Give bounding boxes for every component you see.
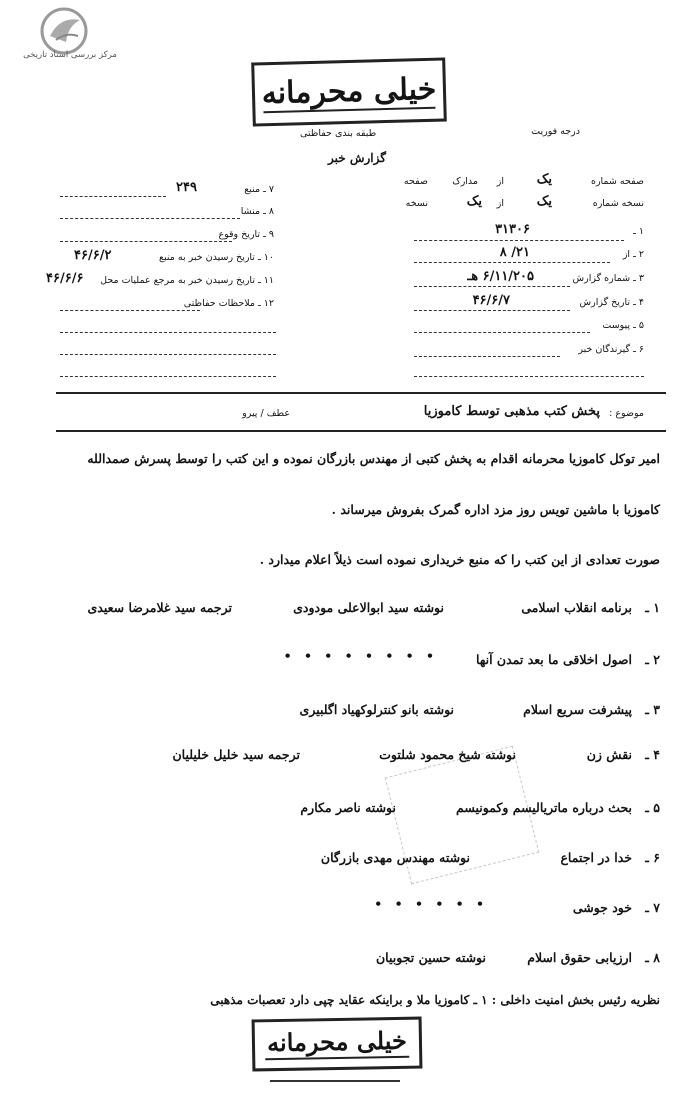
attachment-line xyxy=(414,332,590,333)
book-title: بحث درباره ماتریالیسم وکمونیسم xyxy=(456,800,632,815)
book-translator: ترجمه سید غلامرضا سعیدی xyxy=(87,600,232,615)
report-number-line xyxy=(414,286,570,287)
report-date-line xyxy=(414,310,570,311)
report-type: گزارش خبر xyxy=(328,151,386,165)
stamp-underline xyxy=(270,1066,400,1082)
notes-line-4 xyxy=(60,376,276,377)
occurrence-date-label: ۹ ـ تاریخ وقوع xyxy=(218,229,274,240)
book-title: اصول اخلاقی ما بعد تمدن آنها xyxy=(476,652,632,667)
report-date-label: ۴ ـ تاریخ گزارش xyxy=(579,297,644,308)
origin-line xyxy=(60,218,240,219)
book-number: ۲ ـ xyxy=(645,652,660,667)
recipients-line xyxy=(414,356,560,357)
copy-of-value: یک xyxy=(466,194,482,209)
page-number-label: صفحه شماره xyxy=(590,176,644,187)
book-number: ۷ ـ xyxy=(645,900,660,915)
book-title: خود جوشی xyxy=(572,900,632,915)
origin-label: ۸ ـ منشا xyxy=(240,206,274,217)
recipients-label: ۶ ـ گیرندگان خبر xyxy=(578,344,644,355)
field-2-label: ۲ ـ از xyxy=(622,249,644,260)
book-title: ارزیابی حقوق اسلام xyxy=(527,950,632,965)
subject-label: موضوع : xyxy=(609,408,644,419)
recipients-line-2 xyxy=(414,376,644,377)
field-2-value: ۲۱/ ۸ xyxy=(499,245,530,260)
occurrence-date-line xyxy=(60,241,232,242)
reference-label: عطف / پیرو xyxy=(242,408,290,419)
source-value: ۲۴۹ xyxy=(176,180,197,195)
receipt-by-ops-label: ۱۱ ـ تاریخ رسیدن خبر به مرجع عملیات محل xyxy=(100,275,274,286)
security-notes-label: ۱۲ ـ ملاحظات حفاظتی xyxy=(183,298,274,309)
book-author: نوشته شیخ محمود شلتوت xyxy=(379,747,516,762)
book-number: ۳ ـ xyxy=(645,702,660,717)
book-author: نوشته مهندس مهدی بازرگان xyxy=(320,850,470,865)
book-number: ۵ ـ xyxy=(645,800,660,815)
divider-top xyxy=(56,392,666,394)
book-number: ۱ ـ xyxy=(645,600,660,615)
book-title: نقش زن xyxy=(586,747,632,762)
book-author: نوشته حسین تجوبیان xyxy=(376,950,486,965)
body-paragraph-2: کاموزیا با ماشین تویس روز مزد اداره گمرک بفروش میرساند . xyxy=(331,502,660,517)
subject-text: پخش کتب مذهبی توسط کاموزیا xyxy=(423,404,600,419)
field-1-line xyxy=(414,240,624,241)
archive-name: مرکز بررسی اسناد تاریخی xyxy=(23,50,117,60)
book-dots: • • • • • • xyxy=(374,896,488,911)
source-label: ۷ ـ منبع xyxy=(244,184,274,195)
body-paragraph-1: امیر توکل کاموزیا محرمانه اقدام به پخش کتبی از مهندس بازرگان نموده و این کتب را توسط پسرش صمدالله xyxy=(87,451,660,466)
attachment-label: ۵ ـ پیوست xyxy=(602,320,644,331)
urgency-label: درجه فوریت xyxy=(531,126,580,137)
book-dots: • • • • • • • • xyxy=(283,648,438,663)
classification-stamp-top: خیلی محرمانه xyxy=(251,57,447,126)
book-author: نوشته بانو کنترلوکهیاد اگلبیری xyxy=(299,702,454,717)
classification-stamp-bottom: خیلی محرمانه xyxy=(252,1017,423,1072)
security-notes-line xyxy=(60,310,200,311)
page-number-value: یک xyxy=(536,172,552,187)
report-number-value: ۶/۱۱/۲۰۵ هـ xyxy=(467,269,534,284)
footer-note: نظریه رئیس بخش امنیت داخلی : ۱ ـ کاموزیا ملا و براینکه عقاید چپی دارد تعصبات مذهبی xyxy=(210,993,660,1007)
copy-of-label: از xyxy=(496,198,504,209)
book-author: نوشته سید ابوالاعلی مودودی xyxy=(293,600,444,615)
field-2-line xyxy=(414,262,610,263)
page-tail: صفحه xyxy=(403,176,428,187)
receipt-by-ops-value: ۴۶/۶/۶ xyxy=(46,271,84,286)
field-1-value: ۳۱۳۰۶ xyxy=(495,222,530,237)
book-title: خدا در اجتماع xyxy=(560,850,632,865)
copy-number-label: نسخه شماره xyxy=(592,198,644,209)
report-date-value: ۴۶/۶/۷ xyxy=(472,293,510,308)
book-title: برنامه انقلاب اسلامی xyxy=(521,600,632,615)
book-number: ۶ ـ xyxy=(645,850,660,865)
book-translator: ترجمه سید خلیل خلیلیان xyxy=(172,747,300,762)
field-1-label: ۱ ـ xyxy=(633,226,644,237)
receipt-by-source-value: ۴۶/۶/۲ xyxy=(74,248,112,263)
body-paragraph-3: صورت تعدادی از این کتب را که منبع خریداری نموده است ذیلاً اعلام میدارد . xyxy=(259,552,660,567)
receipt-by-source-label: ۱۰ ـ تاریخ رسیدن خبر به منبع xyxy=(159,252,274,263)
copy-number-value: یک xyxy=(536,194,552,209)
notes-line-2 xyxy=(60,332,276,333)
book-number: ۸ ـ xyxy=(645,950,660,965)
classification-label: طبقه بندی حفاظتی xyxy=(300,128,377,139)
source-line xyxy=(60,196,166,197)
report-number-label: ۳ ـ شماره گزارش xyxy=(572,273,644,284)
page-of-label: از xyxy=(496,176,504,187)
page-of-value: مدارک xyxy=(452,176,478,187)
copy-tail: نسخه xyxy=(405,198,428,209)
archive-logo-icon xyxy=(36,6,92,56)
divider-bottom xyxy=(56,430,666,432)
book-number: ۴ ـ xyxy=(645,747,660,762)
notes-line-3 xyxy=(60,354,276,355)
book-author: نوشته ناصر مکارم xyxy=(300,800,396,815)
book-title: پیشرفت سریع اسلام xyxy=(523,702,632,717)
